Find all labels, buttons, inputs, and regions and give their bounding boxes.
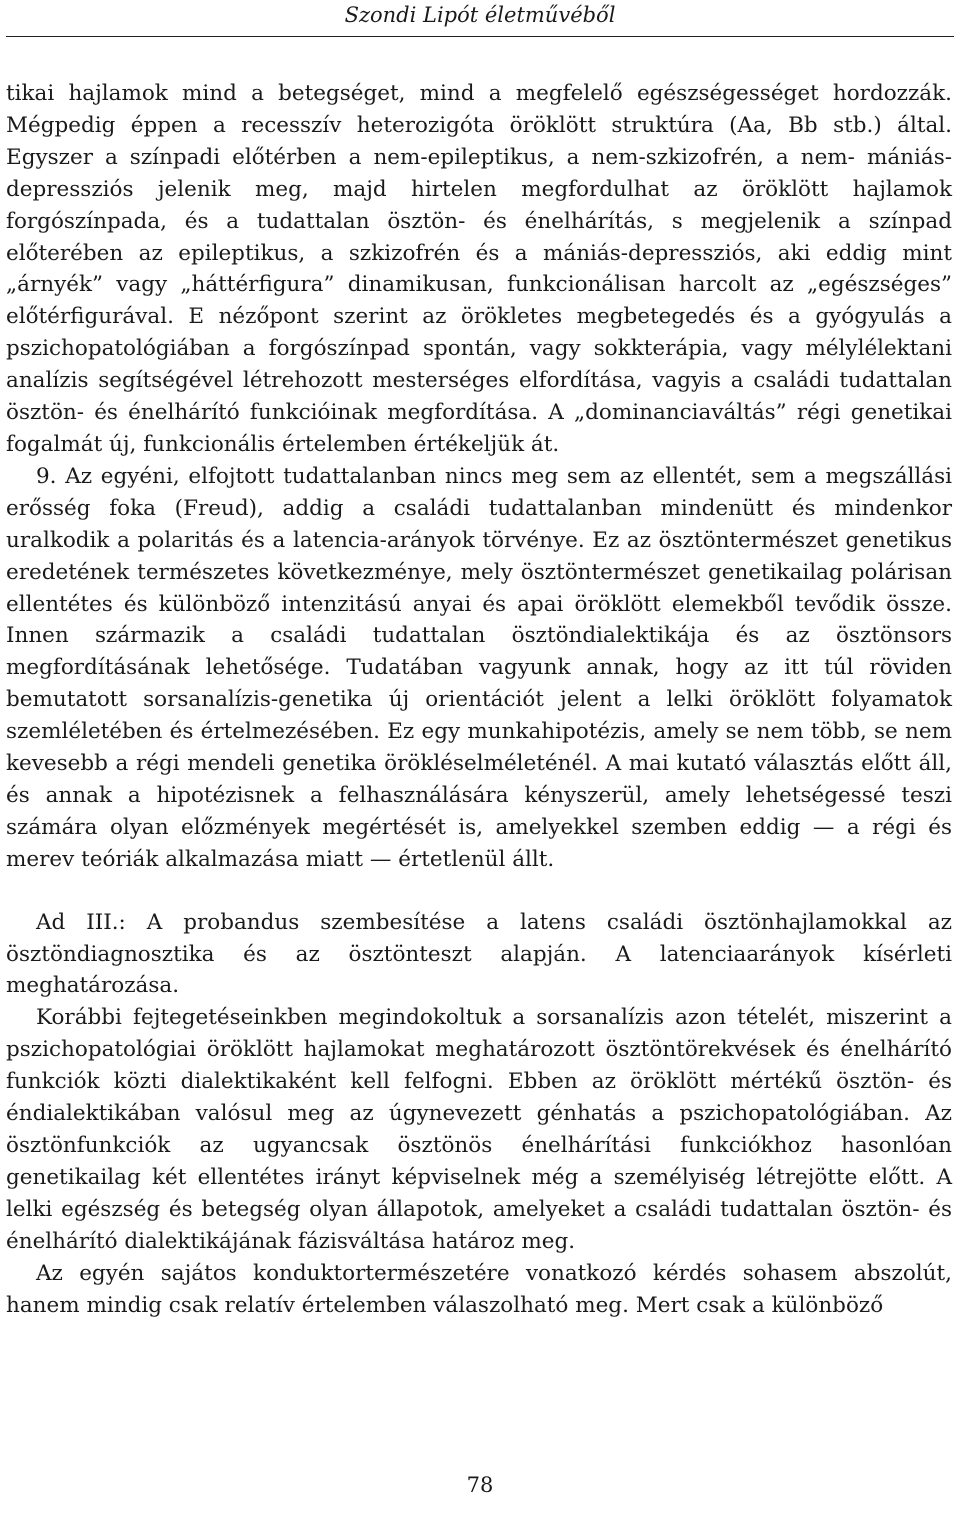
paragraph-point-9: 9. Az egyéni, elfojtott tudattalanban nincs meg sem az ellentét, sem a megszállási erősség foka (Freud), addig a családi tudattalanban mindenütt és mindenkor uralkodik a polaritás és a latencia-arányok törvénye. Ez az ösztöntermészet genetikus eredetének természetes következménye, mely ösztöntermészet genetikailag polárisan ellentétes és különböző intenzitású anyai és apai öröklött elemekből tevődik össze. Innen származik a családi tudattalan ösztöndialektikája és az ösztönsors megfordításának lehetősége. Tudatában vagyunk annak, hogy az itt túl röviden bemutatott sorsanalízis-genetika új orientációt jelent a lelki öröklött folyamatok szemléletében és értelmezésében. Ez egy munkahipotézis, amely se nem több, se nem kevesebb a régi mendeli genetika örökléselméleténél. A mai kutató választás előtt áll, és annak a hipotézisnek a felhasználására kényszerül, amely lehetségessé teszi számára olyan előzmények megértését is, amelyekkel szemben eddig — a régi és merev teóriák alkalmazása miatt — értetlenül állt.	[6, 463, 952, 872]
paragraph: Korábbi fejtegetéseinkben megindokoltuk a sorsanalízis azon tételét, miszerint a pszichopatológiai öröklött hajlamokat meghatározott ösztöntörekvések és énelhárító funkciók közti dialektikaként kell felfogni. Ebben az öröklött mértékű ösztön- és éndialektikában valósul meg az úgynevezett génhatás a pszichopatológiában. Az ösztönfunkciók az ugyancsak ösztönös énelhárítási funkciókhoz hasonlóan genetikailag két ellentétes irányt képviselnek még a személyiség létrejötte előtt. A lelki egészség és betegség olyan állapotok, amelyeket a családi tudattalan ösztön- és énelhárító dialektikájának fázisváltása határoz meg.	[6, 1005, 952, 1254]
section-heading-ad-iii: Ad III.: A probandus szembesítése a latens családi ösztönhajlamokkal az ösztöndiagnosztika és az ösztönteszt alapján. A latenciaarányok kísérleti meghatározása.	[6, 909, 952, 999]
paragraph-continuation: tikai hajlamok mind a betegséget, mind a megfelelő egészségességet hordozzák. Mégpedig éppen a recesszív heterozigóta öröklött struktúra (Aa, Bb stb.) által. Egyszer a színpadi előtérben a nem-epileptikus, a nem-szkizofrén, a nem- mániás-depressziós jelenik meg, majd hirtelen megfordulhat az öröklött hajlamok forgószínpada, és a tudattalan ösztön- és énelhárítás, s megjelenik a színpad előterében az epileptikus, a szkizofrén és a mániás-depressziós, aki eddig mint „árnyék” vagy „háttérfigura” dinamikusan, funkcionálisan harcolt az „egészséges” előtérfigurával. E nézőpont szerint az örökletes megbetegedés és a gyógyulás a pszichopatológiában a forgószínpad spontán, vagy sokkterápia, vagy mélylélektani analízis segítségével létrehozott mesterséges elfordítása, vagyis a családi tudattalan ösztön- és énelhárító funkcióinak megfordítása. A „dominanciaváltás” régi genetikai fogalmát új, funkcionális értelemben értékeljük át.	[6, 81, 952, 457]
body-text	[6, 78, 952, 1321]
paragraph: Az egyén sajátos konduktortermészetére vonatkozó kérdés sohasem abszolút, hanem mindig csak relatív értelemben válaszolható meg. Mert csak a különböző	[6, 1260, 952, 1318]
page-number: 78	[466, 1473, 494, 1497]
header-rule	[6, 36, 954, 37]
running-head: Szondi Lipót életművéből	[344, 3, 616, 27]
